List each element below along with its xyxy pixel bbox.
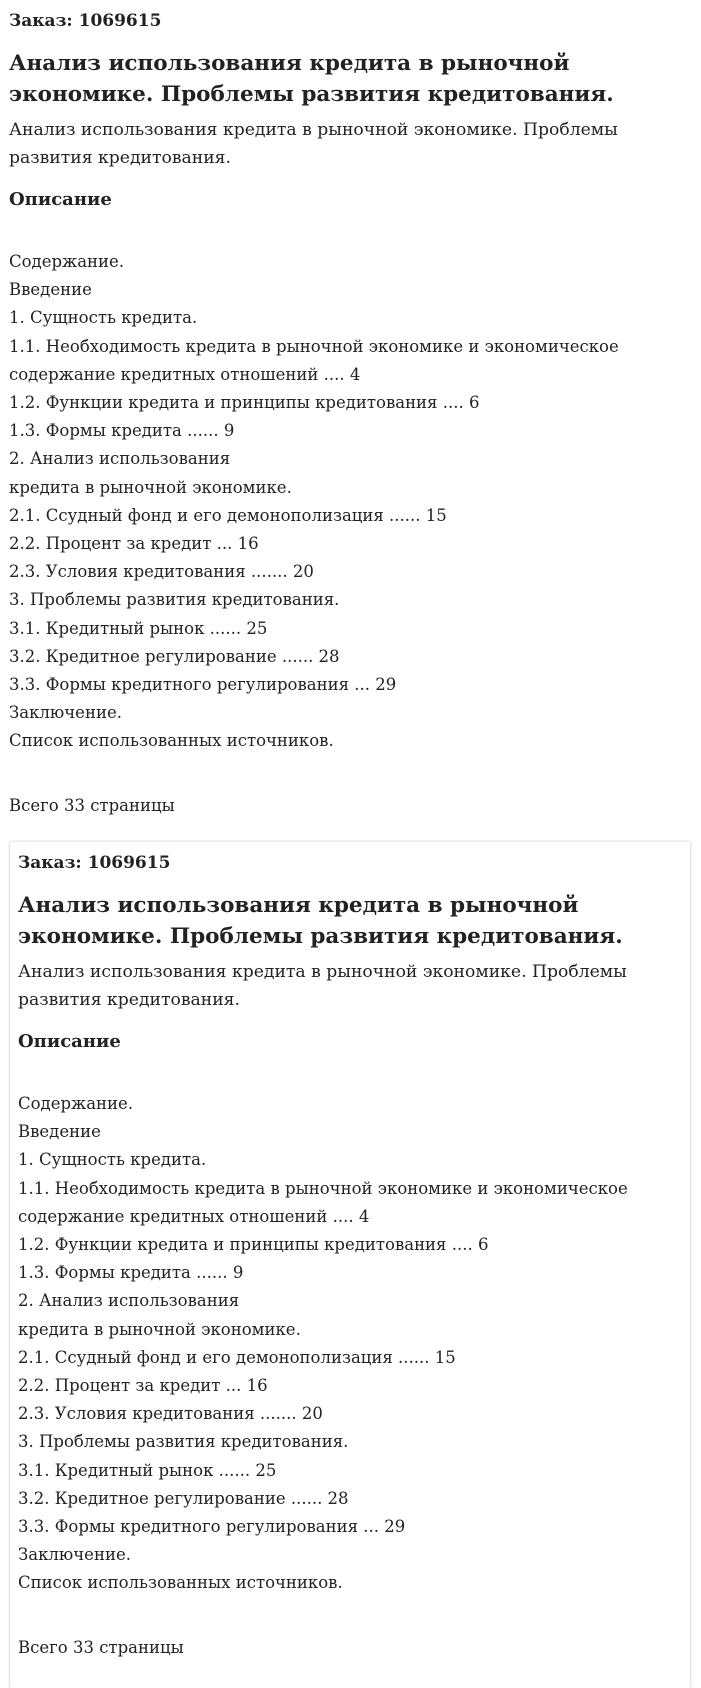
contents-line: 2.1. Ссудный фонд и его демонополизация ...... 15: [18, 1347, 456, 1367]
contents-line: кредита в рыночной экономике.: [9, 477, 292, 497]
contents-line: 3. Проблемы развития кредитования.: [18, 1432, 349, 1452]
contents-line: Заключение.: [9, 703, 122, 723]
contents-line: 1.1. Необходимость кредита в рыночной экономике и экономическое: [18, 1178, 628, 1198]
order-title: Анализ использования кредита в рыночной экономике. Проблемы развития кредитования.: [18, 893, 623, 949]
description-heading: Описание: [18, 1031, 121, 1052]
contents-line: 1. Сущность кредита.: [9, 308, 198, 328]
order-lead: Анализ использования кредита в рыночной экономике. Проблемы развития кредитования.: [9, 120, 618, 168]
contents-line: 2. Анализ использования: [9, 449, 231, 469]
order-number: Заказ: 1069615: [9, 11, 162, 31]
order-number: Заказ: 1069615: [18, 853, 171, 873]
contents-line: Содержание.: [9, 252, 125, 271]
contents-line: 2.3. Условия кредитования ....... 20: [9, 562, 314, 582]
contents-line: 3.2. Кредитное регулирование ...... 28: [9, 646, 340, 666]
contents-line: кредита в рыночной экономике.: [18, 1319, 301, 1339]
contents-line: 1.1. Необходимость кредита в рыночной экономике и экономическое: [9, 336, 619, 356]
contents-line: 2.3. Условия кредитования ....... 20: [18, 1404, 323, 1424]
order-title: Анализ использования кредита в рыночной экономике. Проблемы развития кредитования.: [9, 51, 614, 107]
contents-line: Список использованных источников.: [18, 1573, 343, 1593]
contents-line: Заключение.: [18, 1545, 131, 1565]
contents-line: Введение: [9, 280, 92, 300]
contents-line: 1.3. Формы кредита ...... 9: [18, 1263, 244, 1283]
contents-line: 1. Сущность кредита.: [18, 1150, 207, 1170]
contents-line: 3.2. Кредитное регулирование ...... 28: [18, 1488, 349, 1508]
contents-line: содержание кредитных отношений .... 4: [18, 1206, 370, 1226]
contents-line: 3.3. Формы кредитного регулирования ... 29: [9, 675, 397, 695]
description-heading: Описание: [9, 189, 112, 210]
contents-line: содержание кредитных отношений .... 4: [9, 364, 361, 384]
total-pages: Всего 33 страницы: [9, 796, 175, 815]
order-card-top: [0, 0, 701, 830]
contents-line: 1.2. Функции кредита и принципы кредитования .... 6: [18, 1235, 489, 1255]
contents-line: 1.3. Формы кредита ...... 9: [9, 421, 235, 441]
contents-line: 2.2. Процент за кредит ... 16: [9, 534, 259, 554]
contents-line: 3.1. Кредитный рынок ...... 25: [9, 618, 268, 638]
contents-line: Введение: [18, 1122, 101, 1142]
contents-line: 1.2. Функции кредита и принципы кредитования .... 6: [9, 393, 480, 413]
order-card-bottom: [10, 842, 690, 1688]
order-lead: Анализ использования кредита в рыночной экономике. Проблемы развития кредитования.: [18, 962, 627, 1010]
contents-line: 2.1. Ссудный фонд и его демонополизация ...... 15: [9, 505, 447, 525]
contents-line: 2.2. Процент за кредит ... 16: [18, 1376, 268, 1396]
contents-line: Содержание.: [18, 1094, 134, 1113]
contents-line: 2. Анализ использования: [18, 1291, 240, 1311]
contents-line: 3.1. Кредитный рынок ...... 25: [18, 1460, 277, 1480]
contents-list: [18, 1090, 682, 1598]
contents-line: 3.3. Формы кредитного регулирования ... 29: [18, 1517, 406, 1537]
contents-line: Список использованных источников.: [9, 731, 334, 751]
contents-line: 3. Проблемы развития кредитования.: [9, 590, 340, 610]
total-pages: Всего 33 страницы: [18, 1638, 184, 1657]
contents-list: [9, 248, 692, 756]
